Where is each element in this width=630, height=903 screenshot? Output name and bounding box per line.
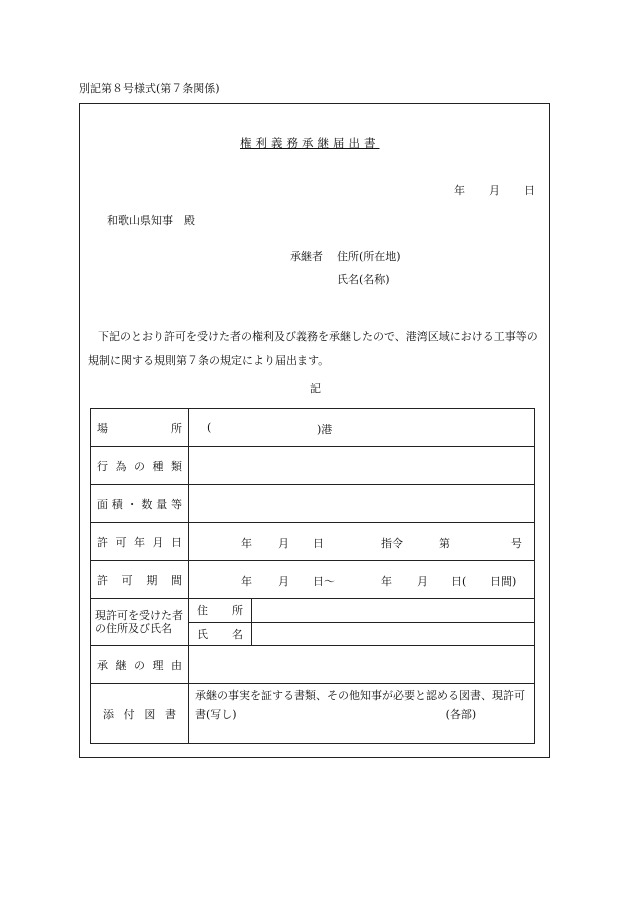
addressee: 和歌山県知事 殿 xyxy=(107,214,195,227)
successor-label: 承継者 xyxy=(290,250,323,263)
permit-period-field[interactable]: 年 月 日〜 年 月 日( 日間) xyxy=(189,561,535,599)
permittee-subtable xyxy=(189,599,534,645)
form-table xyxy=(90,408,535,744)
date-day: 日 xyxy=(524,184,535,197)
label-area: 面 積 ・ 数 量 等 xyxy=(97,497,182,511)
permittee-address-field[interactable] xyxy=(252,599,535,622)
label-activity-type: 行 為 の 種 類 xyxy=(97,459,182,473)
row-location xyxy=(91,409,535,447)
label-location: 場 所 xyxy=(97,421,182,435)
label-permit-date: 許 可 年 月 日 xyxy=(97,535,182,549)
successor-address-label: 住所(所在地) xyxy=(337,250,401,263)
declaration-text: 下記のとおり許可を受けた者の権利及び義務を承継したので、港湾区域における工事等の規制に関する規則第７条の規定により届出ます。 xyxy=(88,330,538,367)
permit-date-field[interactable]: 年 月 日 指令 第 号 xyxy=(189,523,535,561)
form-title: 権利義務承継届出書 xyxy=(240,136,380,150)
row-permit-period xyxy=(91,561,535,599)
date-year: 年 xyxy=(454,184,465,197)
successor-name-label: 氏名(名称) xyxy=(337,273,390,286)
label-permittee-name: 氏 名 xyxy=(197,627,243,641)
activity-type-field[interactable] xyxy=(189,447,535,485)
attachments-text: 承継の事実を証する書類、その他知事が必要と認める図書、現許可書(写し) (各部) xyxy=(189,684,535,744)
reason-field[interactable] xyxy=(189,646,535,684)
label-reason: 承 継 の 理 由 xyxy=(97,658,182,672)
row-area xyxy=(91,485,535,523)
label-permittee: 現許可を受けた者の住所及び氏名 xyxy=(91,599,189,646)
ki-heading: 記 xyxy=(310,382,321,395)
row-attachments xyxy=(91,684,535,744)
date-month: 月 xyxy=(489,184,500,197)
permittee-name-field[interactable] xyxy=(252,622,535,645)
row-reason xyxy=(91,646,535,684)
location-field[interactable]: ( )港 xyxy=(189,409,535,447)
label-permittee-address: 住 所 xyxy=(197,604,243,618)
label-permit-period: 許 可 期 間 xyxy=(97,573,182,587)
row-permittee xyxy=(91,599,535,646)
row-permit-date xyxy=(91,523,535,561)
area-field[interactable] xyxy=(189,485,535,523)
row-activity-type xyxy=(91,447,535,485)
form-number: 別記第８号様式(第７条関係) xyxy=(79,82,220,95)
label-attachments: 添 付 図 書 xyxy=(103,707,176,721)
